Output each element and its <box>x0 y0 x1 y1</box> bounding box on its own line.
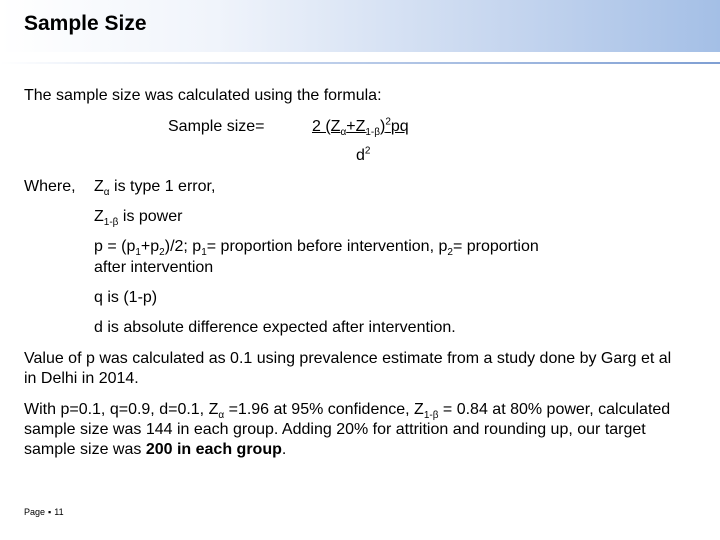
d-definition: d is absolute difference expected after intervention. <box>94 319 456 336</box>
where-label: Where, <box>24 178 76 195</box>
target-sample-size: 200 in each group <box>145 441 282 458</box>
p-definition: $p = (p_1+p_2)/2$; $p_1=$ proportion before intervention, $p_2=$ proportion <box>94 238 539 259</box>
page-label: Page <box>24 507 46 517</box>
calculation-paragraph: With p=0.1, q=0.9, d=0.1, $Z_\alpha =1.96$ at 95% confidence, $Z_{1-\beta} = 0.84$ at 80% power, calculated sample size was 144 in each group. Adding 20% for attrition and rounding up, our target sample size was 200 in each group. <box>24 401 671 458</box>
prevalence-paragraph: Value of p was calculated as 0.1 using prevalence estimate from a study done by Garg et al in Delhi in 2014. <box>24 350 672 387</box>
title-bar <box>0 0 720 52</box>
formula-numerator: 2 $(Z_\alpha+Z_{1-\beta})^2pq$ <box>312 116 409 139</box>
slide-title: Sample Size <box>24 12 147 35</box>
formula-denominator: $d^2$ <box>356 145 371 164</box>
title-divider <box>0 62 720 64</box>
z-power-definition: $Z_{1-\beta}$ is power <box>94 208 183 229</box>
intro-text: The sample size was calculated using the formula: <box>24 87 382 104</box>
z-alpha-definition: $Z_\alpha$ is type 1 error, <box>94 178 216 199</box>
page-footer <box>24 507 64 517</box>
page-number: 11 <box>54 507 64 517</box>
formula-label: Sample size= <box>168 118 265 135</box>
bullet-icon: ▪ <box>48 507 52 517</box>
q-definition: q is (1-p) <box>94 289 158 306</box>
p-definition-line2: after intervention <box>94 259 214 276</box>
